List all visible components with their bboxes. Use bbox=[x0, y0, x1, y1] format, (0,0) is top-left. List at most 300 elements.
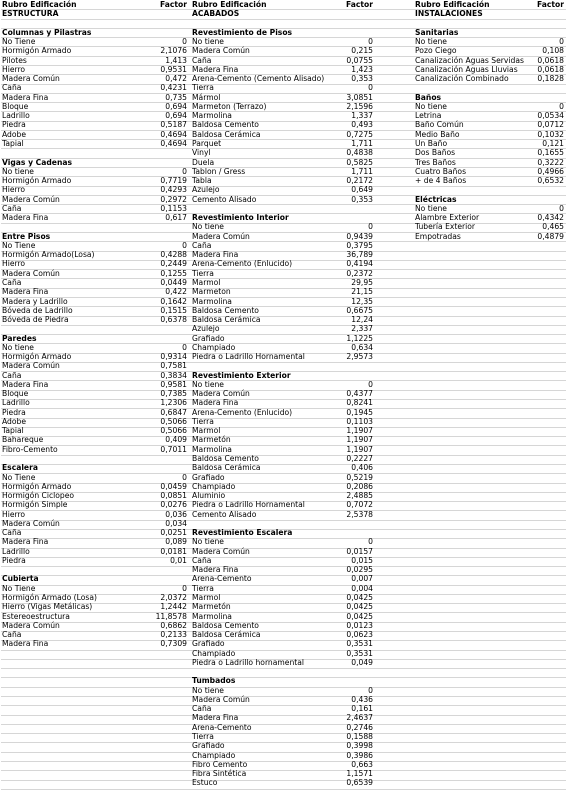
item-label: Arena-Cemento (Enlucido) bbox=[192, 407, 293, 417]
table-row bbox=[191, 426, 375, 435]
item-label: No Tiene bbox=[2, 240, 36, 250]
section-heading-row bbox=[191, 28, 375, 37]
table-row bbox=[191, 269, 375, 278]
item-label: Cemento Alisado bbox=[192, 509, 257, 519]
item-label: Madera Común bbox=[192, 389, 250, 399]
table-row bbox=[1, 297, 189, 306]
factor-value: 0,1255 bbox=[160, 268, 187, 278]
table-row bbox=[1, 584, 189, 593]
factor-value: 0,7385 bbox=[160, 389, 187, 399]
factor-value: 0,0712 bbox=[537, 120, 564, 130]
item-label: Azulejo bbox=[192, 324, 220, 334]
item-label: Madera Común bbox=[2, 620, 60, 630]
item-label: Estereoestructura bbox=[2, 611, 70, 621]
section-heading: INSTALACIONES bbox=[415, 9, 483, 19]
item-label: Caña bbox=[2, 370, 22, 380]
table-row bbox=[191, 352, 375, 361]
factor-value: 0,1103 bbox=[346, 416, 373, 426]
table-row bbox=[1, 473, 189, 482]
table-row bbox=[191, 222, 375, 231]
table-row bbox=[191, 658, 375, 667]
item-label: Piedra o Ladrillo Hornamental bbox=[192, 352, 305, 362]
item-label: Canalización Aguas Lluvias bbox=[415, 64, 518, 74]
factor-value: 0,6862 bbox=[160, 620, 187, 630]
item-label: Hormigón Armado (Losa) bbox=[2, 593, 97, 602]
table-row bbox=[1, 19, 189, 28]
factor-value: 0,0295 bbox=[346, 565, 373, 575]
table-row bbox=[191, 760, 375, 769]
item-label: Madera Fina bbox=[2, 639, 49, 649]
factor-value: 0,3531 bbox=[346, 639, 373, 649]
table-row bbox=[191, 278, 375, 287]
item-label: Madera Común bbox=[192, 546, 250, 556]
item-label: Caña bbox=[2, 83, 22, 93]
item-label: Baldosa Cerámica bbox=[192, 463, 261, 473]
item-label: Tierra bbox=[192, 83, 214, 93]
table-row bbox=[191, 621, 375, 630]
factor-value: 0,7011 bbox=[160, 444, 187, 454]
table-row bbox=[414, 46, 566, 55]
table-row bbox=[191, 287, 375, 296]
factor-value: 0,9314 bbox=[160, 352, 187, 362]
section-heading-row bbox=[1, 463, 189, 472]
factor-value: 0,649 bbox=[351, 185, 373, 195]
table-row bbox=[414, 56, 566, 65]
table-row bbox=[191, 547, 375, 556]
factor-table-sheet bbox=[1, 0, 566, 794]
factor-value: 0,2972 bbox=[160, 194, 187, 204]
table-row bbox=[191, 111, 375, 120]
factor-value: 0,2086 bbox=[346, 481, 373, 491]
factor-value: 0,663 bbox=[351, 759, 373, 769]
section-heading-row bbox=[1, 232, 189, 241]
factor-value: 0,5066 bbox=[160, 416, 187, 426]
factor-value: 0,1642 bbox=[160, 296, 187, 306]
table-row bbox=[191, 584, 375, 593]
rubro-header: Rubro Edificación bbox=[192, 0, 267, 9]
factor-value: 0,036 bbox=[165, 509, 187, 519]
factor-value: 0,2227 bbox=[346, 454, 373, 464]
factor-value: 0,7719 bbox=[160, 176, 187, 186]
table-row bbox=[1, 537, 189, 546]
section-heading: Vigas y Cadenas bbox=[2, 157, 72, 167]
factor-value: 0,4838 bbox=[346, 148, 373, 158]
factor-value: 1,711 bbox=[351, 138, 373, 148]
table-row bbox=[191, 398, 375, 407]
factor-value: 0,0276 bbox=[160, 500, 187, 510]
factor-value: 0,0755 bbox=[346, 55, 373, 65]
item-label: Champiado bbox=[192, 342, 236, 352]
table-row bbox=[1, 639, 189, 648]
factor-value: 2,5378 bbox=[346, 509, 373, 519]
item-label: No tiene bbox=[192, 222, 224, 232]
item-label: Madera Común bbox=[192, 694, 250, 704]
item-label: Alambre Exterior bbox=[415, 213, 480, 223]
item-label: Bóveda de Ladrillo bbox=[2, 305, 73, 315]
factor-value: 0,049 bbox=[351, 657, 373, 667]
column-header-row bbox=[191, 0, 375, 9]
table-row bbox=[1, 176, 189, 185]
table-row bbox=[191, 93, 375, 102]
table-row bbox=[1, 500, 189, 509]
item-label: No tiene bbox=[192, 537, 224, 547]
table-row bbox=[414, 167, 566, 176]
factor-value: 0,617 bbox=[165, 213, 187, 223]
factor-value: 0,4377 bbox=[346, 389, 373, 399]
table-row bbox=[191, 537, 375, 546]
table-row bbox=[1, 102, 189, 111]
item-label: Madera Fina bbox=[2, 92, 49, 102]
factor-value: 0,0123 bbox=[346, 620, 373, 630]
table-row bbox=[1, 83, 189, 92]
item-label: Madera Fina bbox=[192, 64, 239, 74]
table-row bbox=[1, 408, 189, 417]
factor-value: 0,422 bbox=[165, 287, 187, 297]
factor-value: 0,0425 bbox=[346, 593, 373, 602]
factor-value: 0,3834 bbox=[160, 370, 187, 380]
section-heading: Revestimiento Exterior bbox=[192, 370, 291, 380]
table-row bbox=[191, 649, 375, 658]
factor-value: 0 bbox=[182, 583, 187, 593]
item-label: Hormigón Ciclopeo bbox=[2, 491, 75, 501]
item-label: Tablon / Gress bbox=[192, 166, 246, 176]
instalaciones-column bbox=[414, 0, 566, 241]
item-label: Piedra bbox=[2, 120, 26, 130]
item-label: Adobe bbox=[2, 416, 27, 426]
table-row bbox=[1, 491, 189, 500]
table-row bbox=[1, 287, 189, 296]
table-row bbox=[191, 176, 375, 185]
table-row bbox=[414, 102, 566, 111]
table-row bbox=[1, 389, 189, 398]
item-label: Baldosa Cerámica bbox=[192, 630, 261, 640]
table-row bbox=[1, 65, 189, 74]
item-label: Champiado bbox=[192, 648, 236, 658]
item-label: Caña bbox=[2, 277, 22, 287]
table-row bbox=[1, 371, 189, 380]
factor-value: 0,161 bbox=[351, 704, 373, 714]
table-row bbox=[1, 269, 189, 278]
factor-value: 0,634 bbox=[351, 342, 373, 352]
factor-value: 0 bbox=[368, 685, 373, 695]
factor-value: 0,1828 bbox=[537, 74, 564, 84]
table-row bbox=[1, 343, 189, 352]
table-row bbox=[1, 56, 189, 65]
table-row bbox=[414, 120, 566, 129]
item-label: Hormigón Armado bbox=[2, 176, 72, 186]
item-label: Hierro bbox=[2, 64, 26, 74]
table-row bbox=[191, 723, 375, 732]
item-label: Baldosa Cemento bbox=[192, 454, 259, 464]
item-label: No tiene bbox=[415, 101, 447, 111]
table-row bbox=[191, 695, 375, 704]
table-row bbox=[191, 343, 375, 352]
table-row bbox=[1, 445, 189, 454]
table-row bbox=[191, 612, 375, 621]
section-heading-row bbox=[1, 28, 189, 37]
factor-value: 0,436 bbox=[351, 694, 373, 704]
table-row bbox=[1, 510, 189, 519]
table-row bbox=[1, 111, 189, 120]
item-label: Tierra bbox=[192, 268, 214, 278]
table-row bbox=[191, 454, 375, 463]
factor-value: 0,3531 bbox=[346, 648, 373, 658]
factor-value: 0,7275 bbox=[346, 129, 373, 139]
item-label: No tiene bbox=[2, 166, 34, 176]
factor-value: 0,015 bbox=[351, 555, 373, 565]
item-label: Grafiado bbox=[192, 639, 225, 649]
table-row bbox=[1, 222, 189, 231]
factor-value: 2,1076 bbox=[160, 46, 187, 56]
table-row bbox=[191, 630, 375, 639]
table-row bbox=[191, 574, 375, 583]
table-row bbox=[191, 667, 375, 676]
factor-value: 0 bbox=[368, 83, 373, 93]
factor-value: 0,0618 bbox=[537, 64, 564, 74]
factor-value: 0 bbox=[182, 166, 187, 176]
table-row bbox=[1, 167, 189, 176]
table-row bbox=[191, 158, 375, 167]
table-row bbox=[191, 704, 375, 713]
table-row bbox=[191, 380, 375, 389]
table-row bbox=[191, 500, 375, 509]
item-label: Bóveda de Piedra bbox=[2, 315, 69, 325]
factor-value: 2,4885 bbox=[346, 491, 373, 501]
table-row bbox=[1, 380, 189, 389]
factor-value: 0,1153 bbox=[160, 203, 187, 213]
section-heading-row bbox=[191, 676, 375, 685]
item-label: Caña bbox=[192, 704, 212, 714]
factor-value: 0,1515 bbox=[160, 305, 187, 315]
table-row bbox=[414, 130, 566, 139]
table-row bbox=[1, 185, 189, 194]
item-label: Tabla bbox=[192, 176, 212, 186]
item-label: Fibra Sintética bbox=[192, 769, 247, 779]
factor-value: 0,7581 bbox=[160, 361, 187, 371]
factor-value: 0,4231 bbox=[160, 83, 187, 93]
table-row bbox=[1, 241, 189, 250]
table-row bbox=[191, 120, 375, 129]
table-row bbox=[414, 74, 566, 83]
item-label: Baldosa Cemento bbox=[192, 305, 259, 315]
item-label: Tapial bbox=[2, 426, 24, 436]
factor-value: 0,694 bbox=[165, 111, 187, 121]
factor-value: 0,4288 bbox=[160, 250, 187, 260]
table-row bbox=[191, 259, 375, 268]
factor-value: 0 bbox=[182, 37, 187, 47]
section-heading: Columnas y Pilastras bbox=[2, 27, 92, 37]
factor-value: 1,2306 bbox=[160, 398, 187, 408]
acabados-column bbox=[191, 0, 375, 788]
item-label: Arena-Cemento bbox=[192, 722, 252, 732]
item-label: Madera Fina bbox=[2, 213, 49, 223]
item-label: Bloque bbox=[2, 101, 29, 111]
section-heading-row bbox=[414, 195, 566, 204]
factor-value: 0,0157 bbox=[346, 546, 373, 556]
grid-line bbox=[1, 789, 566, 790]
table-row bbox=[191, 56, 375, 65]
table-row bbox=[191, 602, 375, 611]
table-row bbox=[191, 102, 375, 111]
table-row bbox=[1, 556, 189, 565]
table-row bbox=[191, 556, 375, 565]
section-heading: Escalera bbox=[2, 463, 38, 473]
table-row bbox=[191, 65, 375, 74]
table-row bbox=[1, 417, 189, 426]
item-label: No Tiene bbox=[2, 583, 36, 593]
item-label: Piedra o Ladrillo hornamental bbox=[192, 657, 305, 667]
factor-value: 0,472 bbox=[165, 74, 187, 84]
factor-value: 0,7309 bbox=[160, 639, 187, 649]
table-row bbox=[191, 148, 375, 157]
factor-value: 11,8578 bbox=[155, 611, 187, 621]
table-row bbox=[414, 148, 566, 157]
item-label: Baldosa Cerámica bbox=[192, 129, 261, 139]
item-label: Caña bbox=[2, 528, 22, 538]
item-label: Grafiado bbox=[192, 741, 225, 751]
table-row bbox=[1, 612, 189, 621]
item-label: Bahareque bbox=[2, 435, 44, 445]
factor-value: 0,3795 bbox=[346, 240, 373, 250]
item-label: Marmeton bbox=[192, 287, 231, 297]
section-heading-row bbox=[191, 371, 375, 380]
factor-value: 0,8241 bbox=[346, 398, 373, 408]
table-row bbox=[1, 250, 189, 259]
table-row bbox=[191, 491, 375, 500]
item-label: No tiene bbox=[192, 685, 224, 695]
table-row bbox=[191, 315, 375, 324]
factor-value: 0 bbox=[559, 37, 564, 47]
column-header-row bbox=[1, 0, 189, 9]
factor-value: 0 bbox=[368, 37, 373, 47]
table-row bbox=[191, 445, 375, 454]
factor-value: 1,1907 bbox=[346, 426, 373, 436]
table-row bbox=[1, 46, 189, 55]
factor-value: 0,4879 bbox=[537, 231, 564, 241]
item-label: Pilotes bbox=[2, 55, 27, 65]
table-row bbox=[414, 158, 566, 167]
table-row bbox=[191, 139, 375, 148]
table-row bbox=[191, 241, 375, 250]
table-row bbox=[1, 454, 189, 463]
factor-value: 1,1907 bbox=[346, 435, 373, 445]
factor-value: 0,1655 bbox=[537, 148, 564, 158]
factor-value: 0,2172 bbox=[346, 176, 373, 186]
section-heading-row bbox=[191, 528, 375, 537]
table-row bbox=[1, 435, 189, 444]
table-row bbox=[191, 204, 375, 213]
table-row bbox=[191, 519, 375, 528]
item-label: Madera Fina bbox=[192, 713, 239, 723]
table-row bbox=[1, 37, 189, 46]
item-label: Marmolina bbox=[192, 111, 232, 121]
item-label: Aluminio bbox=[192, 491, 226, 501]
table-row bbox=[1, 426, 189, 435]
item-label: Hierro (Vigas Metálicas) bbox=[2, 602, 93, 612]
section-heading: Paredes bbox=[2, 333, 37, 343]
section-heading: Revestimiento Interior bbox=[192, 213, 289, 223]
item-label: Baldosa Cemento bbox=[192, 620, 259, 630]
table-row bbox=[191, 334, 375, 343]
table-row bbox=[191, 389, 375, 398]
item-label: Madera y Ladrillo bbox=[2, 296, 68, 306]
item-label: No Tiene bbox=[2, 472, 36, 482]
item-label: Duela bbox=[192, 157, 215, 167]
table-row bbox=[191, 408, 375, 417]
item-label: Arena-Cemento bbox=[192, 574, 252, 584]
table-row bbox=[414, 185, 566, 194]
factor-value: 0,406 bbox=[351, 463, 373, 473]
section-heading: Cubierta bbox=[2, 574, 39, 584]
table-row bbox=[414, 19, 566, 28]
item-label: Fibro-Cemento bbox=[2, 444, 58, 454]
factor-value: 2,0372 bbox=[160, 593, 187, 602]
table-row bbox=[414, 232, 566, 241]
table-row bbox=[191, 769, 375, 778]
item-label: Tubería Exterior bbox=[415, 222, 476, 232]
factor-value: 0,0425 bbox=[346, 611, 373, 621]
factor-value: 0,1032 bbox=[537, 129, 564, 139]
factor-value: 0,0851 bbox=[160, 491, 187, 501]
table-row bbox=[414, 213, 566, 222]
table-row bbox=[191, 751, 375, 760]
item-label: Tierra bbox=[192, 731, 214, 741]
factor-value: 0,6847 bbox=[160, 407, 187, 417]
factor-value: 1,2442 bbox=[160, 602, 187, 612]
table-row bbox=[414, 65, 566, 74]
item-label: Marmetón bbox=[192, 602, 231, 612]
item-label: Madera Común bbox=[192, 231, 250, 241]
section-heading-row bbox=[1, 158, 189, 167]
factor-value: 0,465 bbox=[542, 222, 564, 232]
factor-value: 0,0618 bbox=[537, 55, 564, 65]
factor-value: 0,01 bbox=[170, 555, 187, 565]
table-row bbox=[1, 352, 189, 361]
factor-header: Factor bbox=[160, 0, 187, 9]
table-row bbox=[191, 74, 375, 83]
item-label: Marmol bbox=[192, 277, 221, 287]
factor-header: Factor bbox=[537, 0, 564, 9]
item-label: Madera Fina bbox=[192, 398, 239, 408]
factor-value: 0 bbox=[368, 222, 373, 232]
table-row bbox=[1, 195, 189, 204]
table-row bbox=[191, 713, 375, 722]
item-label: Ladrillo bbox=[2, 546, 30, 556]
table-row bbox=[1, 519, 189, 528]
section-heading-row bbox=[414, 9, 566, 18]
item-label: Madera Fina bbox=[192, 250, 239, 260]
table-row bbox=[1, 278, 189, 287]
table-row bbox=[1, 324, 189, 333]
factor-value: 0,0251 bbox=[160, 528, 187, 538]
factor-value: 0 bbox=[182, 472, 187, 482]
item-label: Empotradas bbox=[415, 231, 461, 241]
table-row bbox=[1, 593, 189, 602]
item-label: Canalización Combinado bbox=[415, 74, 509, 84]
item-label: Grafiado bbox=[192, 472, 225, 482]
factor-value: 0,0449 bbox=[160, 277, 187, 287]
table-row bbox=[191, 778, 375, 787]
factor-value: 2,337 bbox=[351, 324, 373, 334]
item-label: Madera Común bbox=[2, 361, 60, 371]
item-label: No Tiene bbox=[2, 37, 36, 47]
item-label: Baño Común bbox=[415, 120, 464, 130]
table-row bbox=[1, 139, 189, 148]
factor-value: 0,409 bbox=[165, 435, 187, 445]
item-label: Hormigón Armado bbox=[2, 46, 72, 56]
item-label: Hierro bbox=[2, 185, 26, 195]
item-label: + de 4 Baños bbox=[415, 176, 467, 186]
